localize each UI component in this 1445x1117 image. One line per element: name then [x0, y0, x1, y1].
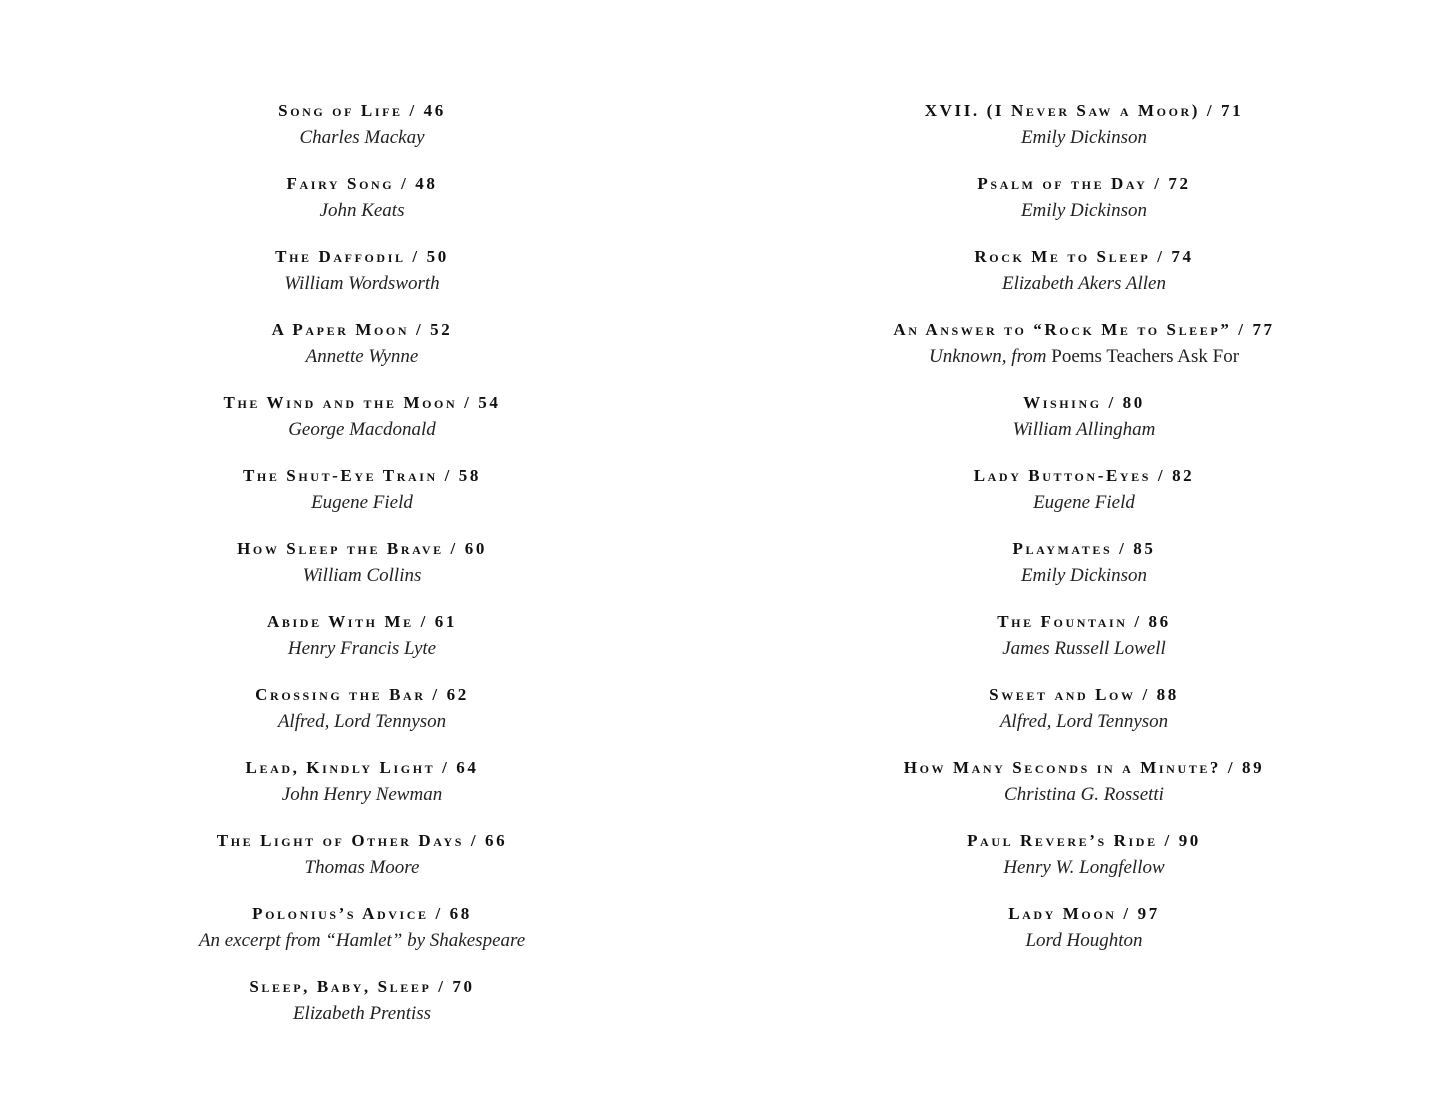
contents-entry	[834, 756, 1334, 829]
poem-title: How Many Seconds in a Minute? / 89	[903, 758, 1265, 777]
poem-author: Unknown, from	[928, 346, 1047, 367]
poem-title: Rock Me to Sleep / 74	[974, 247, 1194, 266]
contents-entry	[834, 829, 1334, 902]
contents-entry	[834, 683, 1334, 756]
poem-title: Psalm of the Day / 72	[977, 174, 1191, 193]
poem-author: Charles Mackay	[299, 127, 425, 148]
poem-author-line	[834, 342, 1334, 372]
poem-title: How Sleep the Brave / 60	[237, 539, 487, 558]
contents-entry	[834, 464, 1334, 537]
poem-title: A Paper Moon / 52	[271, 320, 453, 339]
poem-title: The Shut-Eye Train / 58	[242, 466, 482, 485]
poem-author: James Russell Lowell	[1002, 638, 1166, 659]
contents-entry	[834, 245, 1334, 318]
poem-author: Emily Dickinson	[1020, 200, 1148, 221]
poem-title: Fairy Song / 48	[286, 174, 438, 193]
contents-entry	[162, 610, 562, 683]
poem-title: Lady Button-Eyes / 82	[973, 466, 1195, 485]
poem-title: The Fountain / 86	[997, 612, 1171, 631]
poem-title: Paul Revere’s Ride / 90	[967, 831, 1201, 850]
poem-author: William Wordsworth	[284, 273, 440, 294]
contents-entry	[162, 756, 562, 829]
poem-author: Annette Wynne	[305, 346, 419, 367]
poem-author: Elizabeth Akers Allen	[1002, 273, 1166, 294]
poem-author: William Allingham	[1012, 419, 1156, 440]
poem-title: Polonius’s Advice / 68	[252, 904, 472, 923]
poem-title: The Daffodil / 50	[275, 247, 449, 266]
contents-left-column	[162, 99, 562, 1048]
contents-entry	[834, 172, 1334, 245]
poem-author: William Collins	[302, 565, 422, 586]
contents-entry	[162, 464, 562, 537]
poem-title: Lead, Kindly Light / 64	[245, 758, 479, 777]
poem-title: The Light of Other Days / 66	[216, 831, 508, 850]
poem-title: Lady Moon / 97	[1008, 904, 1160, 923]
poem-title: Wishing / 80	[1023, 393, 1145, 412]
poem-author: Henry W. Longfellow	[1003, 857, 1165, 878]
contents-right-column	[834, 99, 1334, 975]
contents-entry	[162, 537, 562, 610]
poem-author: Emily Dickinson	[1020, 127, 1148, 148]
poem-author: John Henry Newman	[281, 784, 443, 805]
contents-entry	[834, 318, 1334, 391]
contents-entry	[162, 172, 562, 245]
poem-author: Eugene Field	[1033, 492, 1135, 513]
poem-title: Sweet and Low / 88	[989, 685, 1179, 704]
poem-title: Sleep, Baby, Sleep / 70	[249, 977, 475, 996]
poem-author: Eugene Field	[311, 492, 413, 513]
poem-title: Abide With Me / 61	[267, 612, 457, 631]
poem-title: The Wind and the Moon / 54	[223, 393, 501, 412]
poem-author: Elizabeth Prentiss	[292, 1003, 432, 1024]
poem-author: Emily Dickinson	[1020, 565, 1148, 586]
contents-entry	[834, 99, 1334, 172]
poem-author: Henry Francis Lyte	[287, 638, 437, 659]
poem-author: Lord Houghton	[1025, 930, 1143, 951]
poem-source: Poems Teachers Ask For	[1051, 346, 1240, 367]
poem-title: XVII. (I Never Saw a Moor) / 71	[924, 101, 1244, 120]
contents-entry	[162, 99, 562, 172]
poem-title: An Answer to “Rock Me to Sleep” / 77	[893, 320, 1275, 339]
contents-entry	[834, 537, 1334, 610]
poem-title: Song of Life / 46	[278, 101, 446, 120]
contents-entry	[162, 902, 562, 975]
poem-author: George Macdonald	[288, 419, 436, 440]
contents-entry	[834, 902, 1334, 975]
contents-entry	[834, 610, 1334, 683]
contents-entry	[162, 318, 562, 391]
contents-entry	[162, 245, 562, 318]
poem-author: John Keats	[319, 200, 405, 221]
contents-entry	[162, 391, 562, 464]
poem-title: Crossing the Bar / 62	[255, 685, 469, 704]
poem-author: Thomas Moore	[304, 857, 420, 878]
poem-author: An excerpt from “Hamlet” by Shakespeare	[198, 930, 526, 951]
contents-entry	[162, 829, 562, 902]
poem-author: Christina G. Rossetti	[1004, 784, 1164, 805]
poem-title: Playmates / 85	[1012, 539, 1156, 558]
poem-author: Alfred, Lord Tennyson	[277, 711, 447, 732]
poem-author: Alfred, Lord Tennyson	[999, 711, 1169, 732]
contents-entry	[162, 683, 562, 756]
contents-entry	[162, 975, 562, 1048]
contents-entry	[834, 391, 1334, 464]
